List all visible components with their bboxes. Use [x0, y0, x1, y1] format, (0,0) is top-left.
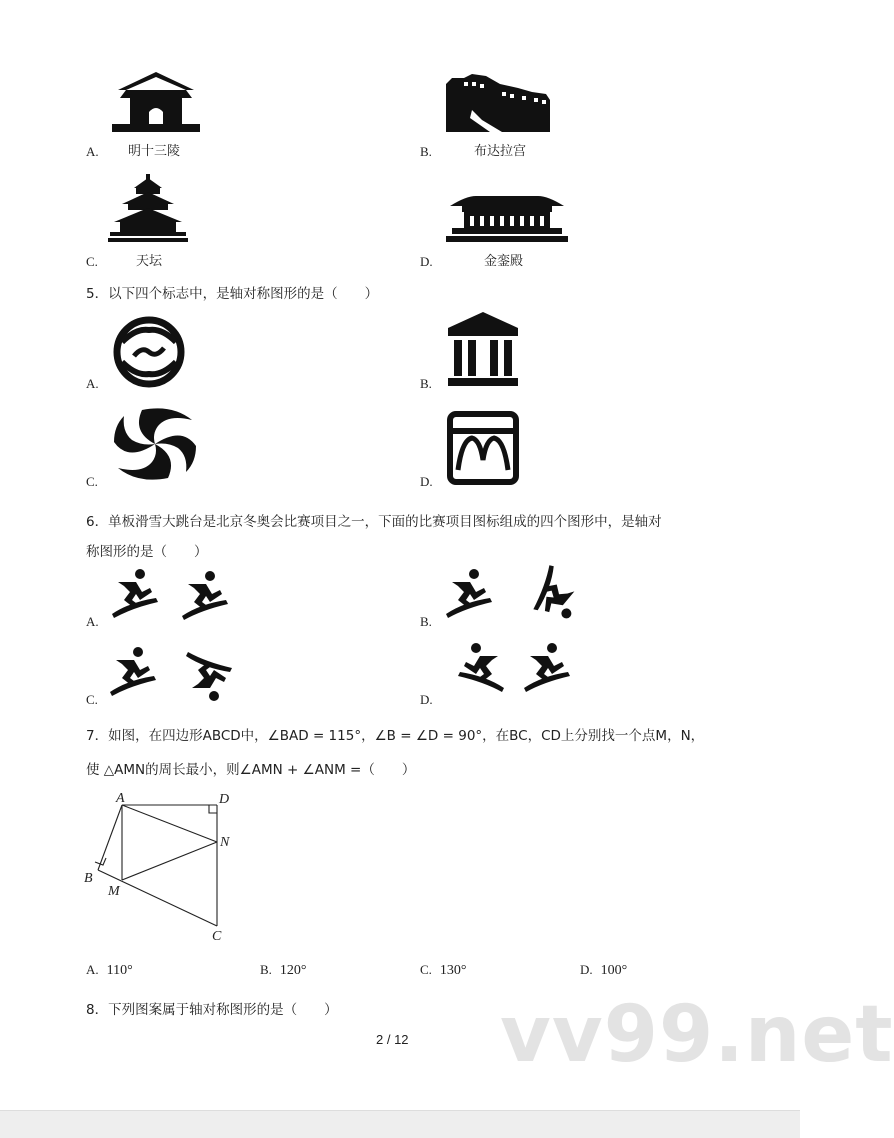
option-caption: 布达拉宫 — [474, 144, 527, 159]
potala-palace-icon — [442, 70, 554, 134]
snowboarder-icon — [110, 568, 170, 624]
mountain-square-logo-icon — [446, 410, 520, 486]
quadrilateral-figure — [80, 790, 250, 950]
snowboarder-icon — [444, 568, 504, 624]
option-letter: D. — [420, 474, 433, 489]
option-letter: B. — [420, 376, 432, 391]
snowboarder-icon — [180, 570, 240, 626]
point-label-a: A — [116, 791, 125, 806]
question-6-text-line1: 6．单板滑雪大跳台是北京冬奥会比赛项目之一，下面的比赛项目图标组成的四个图形中，是轴对 — [86, 514, 662, 530]
temple-of-heaven-icon — [108, 172, 188, 244]
option-caption: 金銮殿 — [484, 254, 524, 269]
point-label-b: B — [84, 871, 93, 886]
question-7-text-line2: 使 △AMN的周长最小，则∠AMN + ∠ANM =（ ） — [86, 762, 416, 778]
watermark: vv99.net — [500, 990, 894, 1080]
q7-option-d: D. 100° — [580, 962, 628, 978]
ming-tombs-icon — [108, 68, 204, 134]
golden-palace-icon — [446, 192, 568, 244]
question-5-text: 5．以下四个标志中，是轴对称图形的是（ ） — [86, 286, 379, 302]
page-number: 2 / 12 — [376, 1032, 409, 1047]
point-label-n: N — [220, 835, 230, 850]
question-8-text: 8．下列图案属于轴对称图形的是（ ） — [86, 1002, 338, 1018]
point-label-c: C — [212, 929, 222, 944]
page-bottom-edge — [0, 1110, 800, 1138]
option-letter: D. — [420, 692, 433, 707]
option-letter: A. — [86, 144, 99, 159]
option-caption: 天坛 — [136, 254, 163, 269]
option-letter: C. — [86, 474, 98, 489]
option-letter: B. — [420, 144, 432, 159]
question-7-text-line1: 7．如图，在四边形ABCD中，∠BAD = 115°，∠B = ∠D = 90°，在BC，CD上分别找一个点M，N， — [86, 728, 705, 744]
point-label-m: M — [108, 884, 120, 899]
snowboarder-icon — [108, 646, 168, 702]
option-letter: C. — [86, 692, 98, 707]
option-caption: 明十三陵 — [128, 144, 181, 159]
swirl-logo-icon — [112, 402, 198, 486]
q7-option-b: B. 120° — [260, 962, 307, 978]
q7-option-a: A. 110° — [86, 962, 133, 978]
wave-circle-logo-icon — [112, 316, 186, 388]
question-6-text-line2: 称图形的是（ ） — [86, 544, 208, 560]
point-label-d: D — [219, 792, 230, 807]
snowboarder-icon — [518, 568, 578, 628]
option-letter: A. — [86, 614, 99, 629]
option-letter: B. — [420, 614, 432, 629]
q7-option-c: C. 130° — [420, 962, 467, 978]
snowboarder-icon — [522, 642, 582, 698]
option-letter: D. — [420, 254, 433, 269]
snowboarder-icon — [446, 642, 506, 698]
option-letter: A. — [86, 376, 99, 391]
option-letter: C. — [86, 254, 98, 269]
snowboarder-icon — [184, 646, 244, 702]
temple-columns-logo-icon — [446, 310, 520, 388]
